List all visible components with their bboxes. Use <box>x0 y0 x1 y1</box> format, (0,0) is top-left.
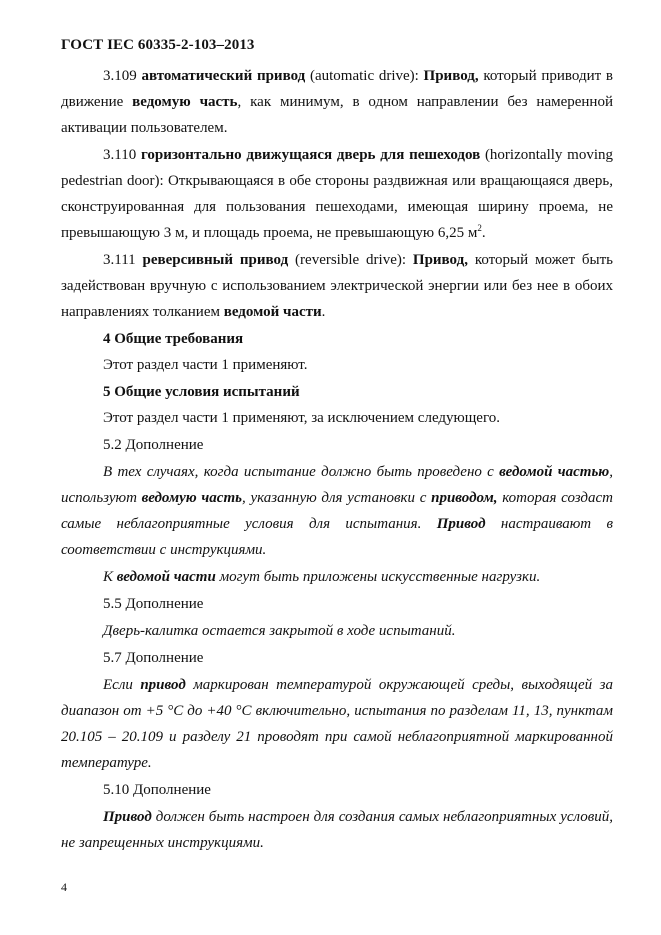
document-body <box>61 63 613 857</box>
section-4-heading: 4 Общие требования <box>103 331 244 347</box>
clause-5-5-text: Дверь-калитка остается закрытой в ходе испытаний. <box>103 623 456 639</box>
definition-3-111: 3.111 реверсивный привод (reversible drive): Привод, который может быть задействован вручную с использованием электрической энергии или без нее в обоих направлениях толканием ведомой части. <box>61 252 613 320</box>
section-4-text: Этот раздел части 1 применяют. <box>103 357 308 373</box>
clause-5-2-note: К ведомой части могут быть приложены искусственные нагрузки. <box>103 569 541 585</box>
clause-5-10-text: Привод должен быть настроен для создания самых неблагоприятных условий, не запрещенных инструкциями. <box>61 809 613 851</box>
page-number: 4 <box>61 880 67 894</box>
clause-5-2-text: В тех случаях, когда испытание должно быть проведено с ведомой частью, используют ведомую часть, указанную для установки с приводом, которая создаст самые неблагоприятные условия для испытания. Привод настраивают в соответствии с инструкциями. <box>61 464 613 558</box>
section-5-text: Этот раздел части 1 применяют, за исключением следующего. <box>103 410 500 426</box>
clause-5-10-label: 5.10 Дополнение <box>103 782 211 798</box>
clause-5-5-label: 5.5 Дополнение <box>103 596 204 612</box>
clause-5-7-text: Если привод маркирован температурой окружающей среды, выходящей за диапазон от +5 °С до +40 °С включительно, испытания по разделам 11, 13, пунктам 20.105 – 20.109 и разделу 21 проводят при самой неблагоприятной маркированной температуре. <box>61 677 613 771</box>
section-5-heading: 5 Общие условия испытаний <box>103 384 300 400</box>
definition-3-110: 3.110 горизонтально движущаяся дверь для пешеходов (horizontally moving pedestrian door): Открывающаяся в обе стороны раздвижная или вращающаяся дверь, сконструированная для пользования пешеходами, имеющая ширину проема, не превышающую 3 м, и площадь проема, не превышающую 6,25 $м^2$. <box>61 147 613 241</box>
clause-5-7-label: 5.7 Дополнение <box>103 650 204 666</box>
definition-3-109: 3.109 автоматический привод (automatic drive): Привод, который приводит в движение ведомую часть, как минимум, в одном направлении без намеренной активации пользователем. <box>61 68 613 136</box>
clause-5-2-label: 5.2 Дополнение <box>103 437 204 453</box>
document-header: ГОСТ IEC 60335-2-103–2013 <box>61 37 255 53</box>
